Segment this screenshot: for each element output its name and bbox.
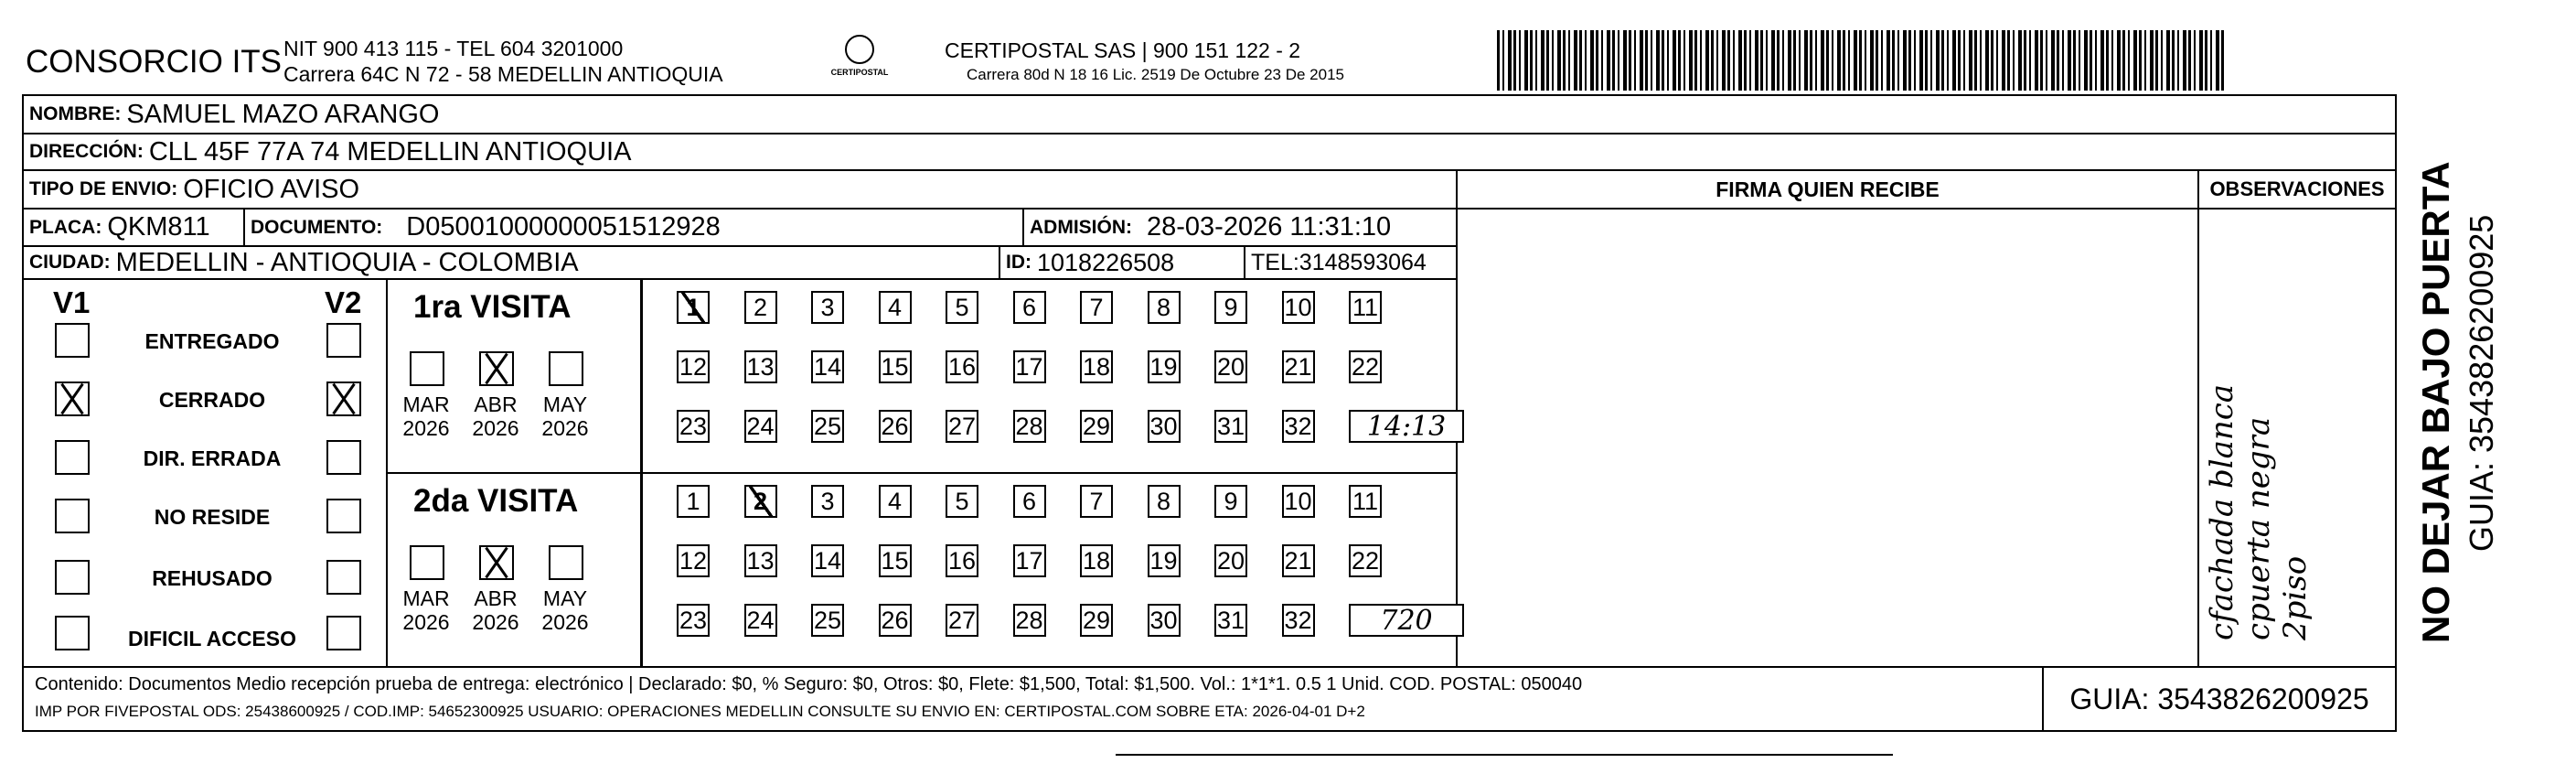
tipo-row: TIPO DE ENVIO: OFICIO AVISO — [22, 169, 1458, 210]
placa-cell: PLACA: QKM811 — [22, 208, 245, 247]
visit1-day-4[interactable]: 4 — [879, 291, 912, 324]
nombre-value: SAMUEL MAZO ARANGO — [126, 99, 440, 129]
visit1-day-21[interactable]: 21 — [1282, 350, 1315, 383]
visit1-day-17[interactable]: 17 — [1013, 350, 1046, 383]
status-dificil-acceso: DIFICIL ACCESO — [127, 627, 296, 650]
certipostal-logo — [823, 35, 896, 85]
v1-checkbox-dificil-acceso[interactable] — [55, 616, 90, 650]
visit1-day-12[interactable]: 12 — [677, 350, 710, 383]
visit2-month-label: MAY 2026 — [541, 586, 589, 634]
visit2-day-11[interactable]: 11 — [1349, 485, 1382, 518]
visit2-day-21[interactable]: 21 — [1282, 544, 1315, 577]
visit2-month-checkbox-may[interactable] — [549, 545, 583, 580]
visit2-day-24[interactable]: 24 — [744, 604, 777, 637]
visit2-month-checkbox-abr[interactable] — [479, 545, 514, 580]
visit2-day-6[interactable]: 6 — [1013, 485, 1046, 518]
visit1-time[interactable]: 14:13 — [1349, 410, 1464, 443]
visit2-day-30[interactable]: 30 — [1148, 604, 1181, 637]
v1-checkbox-entregado[interactable] — [55, 323, 90, 358]
tipo-value: OFICIO AVISO — [183, 174, 360, 204]
status-no-reside: NO RESIDE — [154, 505, 271, 529]
visit1-month-checkbox-may[interactable] — [549, 351, 583, 386]
certipostal-line2: Carrera 80d N 18 16 Lic. 2519 De Octubre 23 De 2015 — [967, 66, 1344, 83]
visit2-day-2[interactable]: 2 — [744, 485, 777, 518]
v1-checkbox-rehusado[interactable] — [55, 560, 90, 595]
visit1-month-label: MAY 2026 — [541, 392, 589, 440]
v2-checkbox-dir-errada[interactable] — [326, 440, 361, 475]
firma-area[interactable] — [1456, 208, 2199, 668]
visit2-day-18[interactable]: 18 — [1080, 544, 1113, 577]
visit1-day-8[interactable]: 8 — [1148, 291, 1181, 324]
visit2-day-15[interactable]: 15 — [879, 544, 912, 577]
visit1-day-10[interactable]: 10 — [1282, 291, 1315, 324]
visit1-month-label: MAR 2026 — [402, 392, 450, 440]
visit2-day-13[interactable]: 13 — [744, 544, 777, 577]
visit1-month-checkbox-abr[interactable] — [479, 351, 514, 386]
logo-text: CERTIPOSTAL — [830, 68, 889, 77]
v2-checkbox-entregado[interactable] — [326, 323, 361, 358]
visit2-day-31[interactable]: 31 — [1214, 604, 1247, 637]
visit2-day-9[interactable]: 9 — [1214, 485, 1247, 518]
visit1-day-1[interactable]: 1 — [677, 291, 710, 324]
visit1-month-label: ABR 2026 — [472, 392, 519, 440]
address-line: Carrera 64C N 72 - 58 MEDELLIN ANTIOQUIA — [283, 62, 723, 86]
placa-value: QKM811 — [107, 212, 210, 242]
nombre-row: NOMBRE: SAMUEL MAZO ARANGO — [22, 94, 2397, 134]
status-cerrado: CERRADO — [158, 388, 266, 412]
visit1-day-16[interactable]: 16 — [946, 350, 978, 383]
visit1-day-26[interactable]: 26 — [879, 410, 912, 443]
visit2-day-17[interactable]: 17 — [1013, 544, 1046, 577]
v1-checkbox-no-reside[interactable] — [55, 499, 90, 533]
certipostal-line1: CERTIPOSTAL SAS | 900 151 122 - 2 — [945, 38, 1301, 62]
footer-line2: IMP POR FIVEPOSTAL ODS: 25438600925 / COD.IMP: 54652300925 USUARIO: OPERACIONES MEDELLIN CONSULTE SU ENVIO EN: CERTIPOSTAL.COM SOBRE ETA: 2026-04-01 D+2 — [35, 703, 1365, 720]
visit2-day-22[interactable]: 22 — [1349, 544, 1382, 577]
nit-line: NIT 900 413 115 - TEL 604 3201000 — [283, 37, 624, 60]
direccion-value: CLL 45F 77A 74 MEDELLIN ANTIOQUIA — [148, 136, 632, 167]
v2-checkbox-cerrado[interactable] — [326, 382, 361, 416]
status-rehusado: REHUSADO — [152, 566, 273, 590]
v2-checkbox-dificil-acceso[interactable] — [326, 616, 361, 650]
observaciones-header: OBSERVACIONES — [2197, 169, 2397, 210]
visit1-day-7[interactable]: 7 — [1080, 291, 1113, 324]
visit2-day-26[interactable]: 26 — [879, 604, 912, 637]
logo-icon — [845, 35, 874, 64]
visit2-day-1[interactable]: 1 — [677, 485, 710, 518]
documento-value: D05001000000051512928 — [406, 212, 721, 242]
visit1-day-6[interactable]: 6 — [1013, 291, 1046, 324]
visit2-day-29[interactable]: 29 — [1080, 604, 1113, 637]
v2-label: V2 — [325, 285, 362, 319]
visit2-day-16[interactable]: 16 — [946, 544, 978, 577]
bottom-rule — [1116, 754, 1893, 756]
id-cell: ID: 1018226508 — [999, 245, 1245, 280]
visit2-month-label: ABR 2026 — [472, 586, 519, 634]
visit2-months-divider — [640, 472, 643, 668]
visit1-title: 1ra VISITA — [413, 289, 572, 325]
visit2-day-25[interactable]: 25 — [811, 604, 844, 637]
visit2-day-14[interactable]: 14 — [811, 544, 844, 577]
ciudad-value: MEDELLIN - ANTIOQUIA - COLOMBIA — [115, 247, 579, 277]
visit1-day-14[interactable]: 14 — [811, 350, 844, 383]
visit2-day-10[interactable]: 10 — [1282, 485, 1315, 518]
visit1-day-3[interactable]: 3 — [811, 291, 844, 324]
company-name: CONSORCIO ITS — [26, 44, 283, 80]
visit1-day-9[interactable]: 9 — [1214, 291, 1247, 324]
visit2-day-19[interactable]: 19 — [1148, 544, 1181, 577]
visit1-day-25[interactable]: 25 — [811, 410, 844, 443]
tel-cell: TEL: 3148593064 — [1244, 245, 1458, 280]
id-value: 1018226508 — [1037, 248, 1175, 276]
visit1-day-13[interactable]: 13 — [744, 350, 777, 383]
visit2-day-3[interactable]: 3 — [811, 485, 844, 518]
side-guia: GUIA: 3543826200925 — [2463, 214, 2500, 552]
visit1-day-18[interactable]: 18 — [1080, 350, 1113, 383]
visit2-day-20[interactable]: 20 — [1214, 544, 1247, 577]
visit2-day-4[interactable]: 4 — [879, 485, 912, 518]
visit1-day-32[interactable]: 32 — [1282, 410, 1315, 443]
side-warning: NO DEJAR BAJO PUERTA — [2414, 161, 2457, 643]
visit1-day-22[interactable]: 22 — [1349, 350, 1382, 383]
admision-value: 28-03-2026 11:31:10 — [1147, 212, 1392, 242]
visit2-day-12[interactable]: 12 — [677, 544, 710, 577]
v2-checkbox-rehusado[interactable] — [326, 560, 361, 595]
documento-cell: DOCUMENTO: D05001000000051512928 — [243, 208, 1024, 247]
visit1-day-31[interactable]: 31 — [1214, 410, 1247, 443]
visit1-months-divider — [640, 278, 643, 474]
visit2-month-label: MAR 2026 — [402, 586, 450, 634]
visit2-day-28[interactable]: 28 — [1013, 604, 1046, 637]
v1-checkbox-dir-errada[interactable] — [55, 440, 90, 475]
visit2-day-7[interactable]: 7 — [1080, 485, 1113, 518]
visit1-day-19[interactable]: 19 — [1148, 350, 1181, 383]
visit2-time[interactable]: 720 — [1349, 604, 1464, 637]
visit2-day-5[interactable]: 5 — [946, 485, 978, 518]
visit2-day-8[interactable]: 8 — [1148, 485, 1181, 518]
footer-guia: GUIA: 3543826200925 — [2042, 666, 2397, 732]
tel-value: 3148593064 — [1299, 249, 1427, 275]
visit1-day-30[interactable]: 30 — [1148, 410, 1181, 443]
status-dir-errada: DIR. ERRADA — [143, 446, 282, 470]
visit1-day-11[interactable]: 11 — [1349, 291, 1382, 324]
observaciones-handwritten: cfachada blanca cpuerta negra 2piso — [2204, 383, 2314, 640]
visit1-day-23[interactable]: 23 — [677, 410, 710, 443]
visit2-title: 2da VISITA — [413, 483, 579, 519]
admision-cell: ADMISIÓN: 28-03-2026 11:31:10 — [1022, 208, 1458, 247]
visit1-day-28[interactable]: 28 — [1013, 410, 1046, 443]
visit2-day-23[interactable]: 23 — [677, 604, 710, 637]
visit1-day-29[interactable]: 29 — [1080, 410, 1113, 443]
visit1-day-20[interactable]: 20 — [1214, 350, 1247, 383]
visit1-day-5[interactable]: 5 — [946, 291, 978, 324]
v1-label: V1 — [53, 285, 91, 319]
ciudad-cell: CIUDAD: MEDELLIN - ANTIOQUIA - COLOMBIA — [22, 245, 1000, 280]
visit1-day-27[interactable]: 27 — [946, 410, 978, 443]
direccion-row: DIRECCIÓN: CLL 45F 77A 74 MEDELLIN ANTIOQUIA — [22, 133, 2397, 171]
visit1-day-24[interactable]: 24 — [744, 410, 777, 443]
v1-checkbox-cerrado[interactable] — [55, 382, 90, 416]
visit2-month-checkbox-mar[interactable] — [410, 545, 444, 580]
visit2-day-27[interactable]: 27 — [946, 604, 978, 637]
visit1-day-15[interactable]: 15 — [879, 350, 912, 383]
visit1-month-checkbox-mar[interactable] — [410, 351, 444, 386]
barcode — [1497, 30, 2226, 91]
visit1-day-2[interactable]: 2 — [744, 291, 777, 324]
v2-checkbox-no-reside[interactable] — [326, 499, 361, 533]
footer-line1: Contenido: Documentos Medio recepción prueba de entrega: electrónico | Declarado: $0, % Seguro: $0, Otros: $0, Flete: $1,500, Total: $1,500. Vol.: 1*1*1. 0.5 1 Unid. COD. POSTAL: 050040 — [35, 674, 1583, 694]
firma-header: FIRMA QUIEN RECIBE — [1456, 169, 2199, 210]
status-entregado: ENTREGADO — [144, 329, 280, 353]
visit2-day-32[interactable]: 32 — [1282, 604, 1315, 637]
